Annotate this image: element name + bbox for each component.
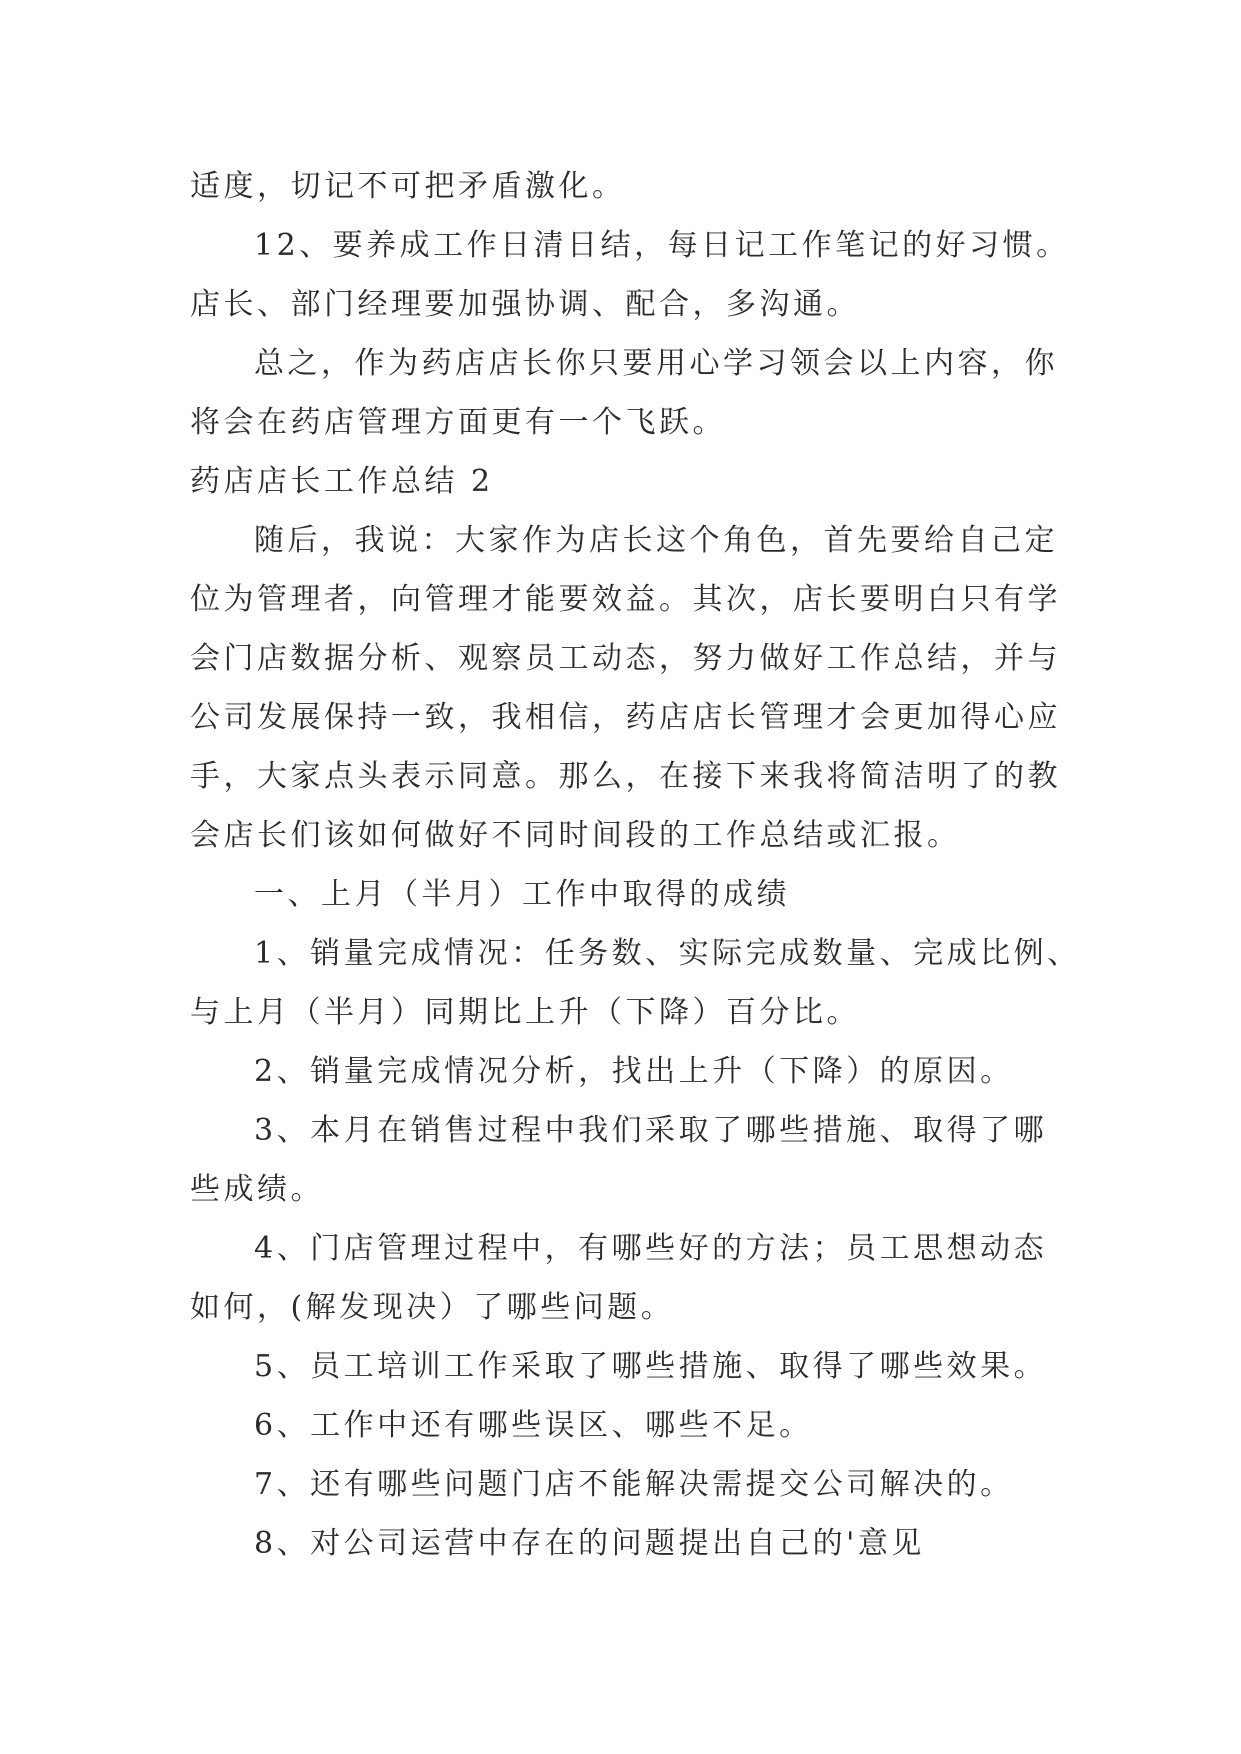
text-line: 手，大家点头表示同意。那么，在接下来我将简洁明了的教 (190, 759, 1061, 794)
text-line: 将会在药店管理方面更有一个飞跃。 (190, 405, 726, 440)
list-item: 8、对公司运营中存在的问题提出自己的'意见 (254, 1526, 925, 1561)
text-line: 些成绩。 (190, 1172, 324, 1207)
section-heading: 药店店长工作总结 2 (190, 464, 494, 499)
text-line: 12、要养成工作日清日结，每日记工作笔记的好习惯。 (254, 228, 1070, 263)
text-line: 位为管理者，向管理才能要效益。其次，店长要明白只有学 (190, 582, 1061, 617)
list-item: 3、本月在销售过程中我们采取了哪些措施、取得了哪 (254, 1113, 1048, 1148)
text-line: 随后，我说：大家作为店长这个角色，首先要给自己定 (254, 523, 1058, 558)
text-line: 公司发展保持一致，我相信，药店店长管理才会更加得心应 (190, 700, 1061, 735)
subheading: 一、上月（半月）工作中取得的成绩 (254, 877, 790, 912)
list-item: 2、销量完成情况分析，找出上升（下降）的原因。 (254, 1054, 1014, 1089)
list-item: 6、工作中还有哪些误区、哪些不足。 (254, 1408, 813, 1443)
text-line: 会门店数据分析、观察员工动态，努力做好工作总结，并与 (190, 641, 1061, 676)
text-line: 如何，(解发现决）了哪些问题。 (190, 1290, 675, 1325)
text-line: 总之，作为药店店长你只要用心学习领会以上内容，你 (254, 346, 1058, 381)
list-item: 1、销量完成情况：任务数、实际完成数量、完成比例、 (254, 936, 1081, 971)
list-item: 7、还有哪些问题门店不能解决需提交公司解决的。 (254, 1467, 1014, 1502)
text-line: 会店长们该如何做好不同时间段的工作总结或汇报。 (190, 818, 961, 853)
list-item: 5、员工培训工作采取了哪些措施、取得了哪些效果。 (254, 1349, 1048, 1384)
text-line: 与上月（半月）同期比上升（下降）百分比。 (190, 995, 860, 1030)
list-item: 4、门店管理过程中，有哪些好的方法；员工思想动态 (254, 1231, 1048, 1266)
text-line: 适度，切记不可把矛盾激化。 (190, 169, 626, 204)
text-line: 店长、部门经理要加强协调、配合，多沟通。 (190, 287, 860, 322)
